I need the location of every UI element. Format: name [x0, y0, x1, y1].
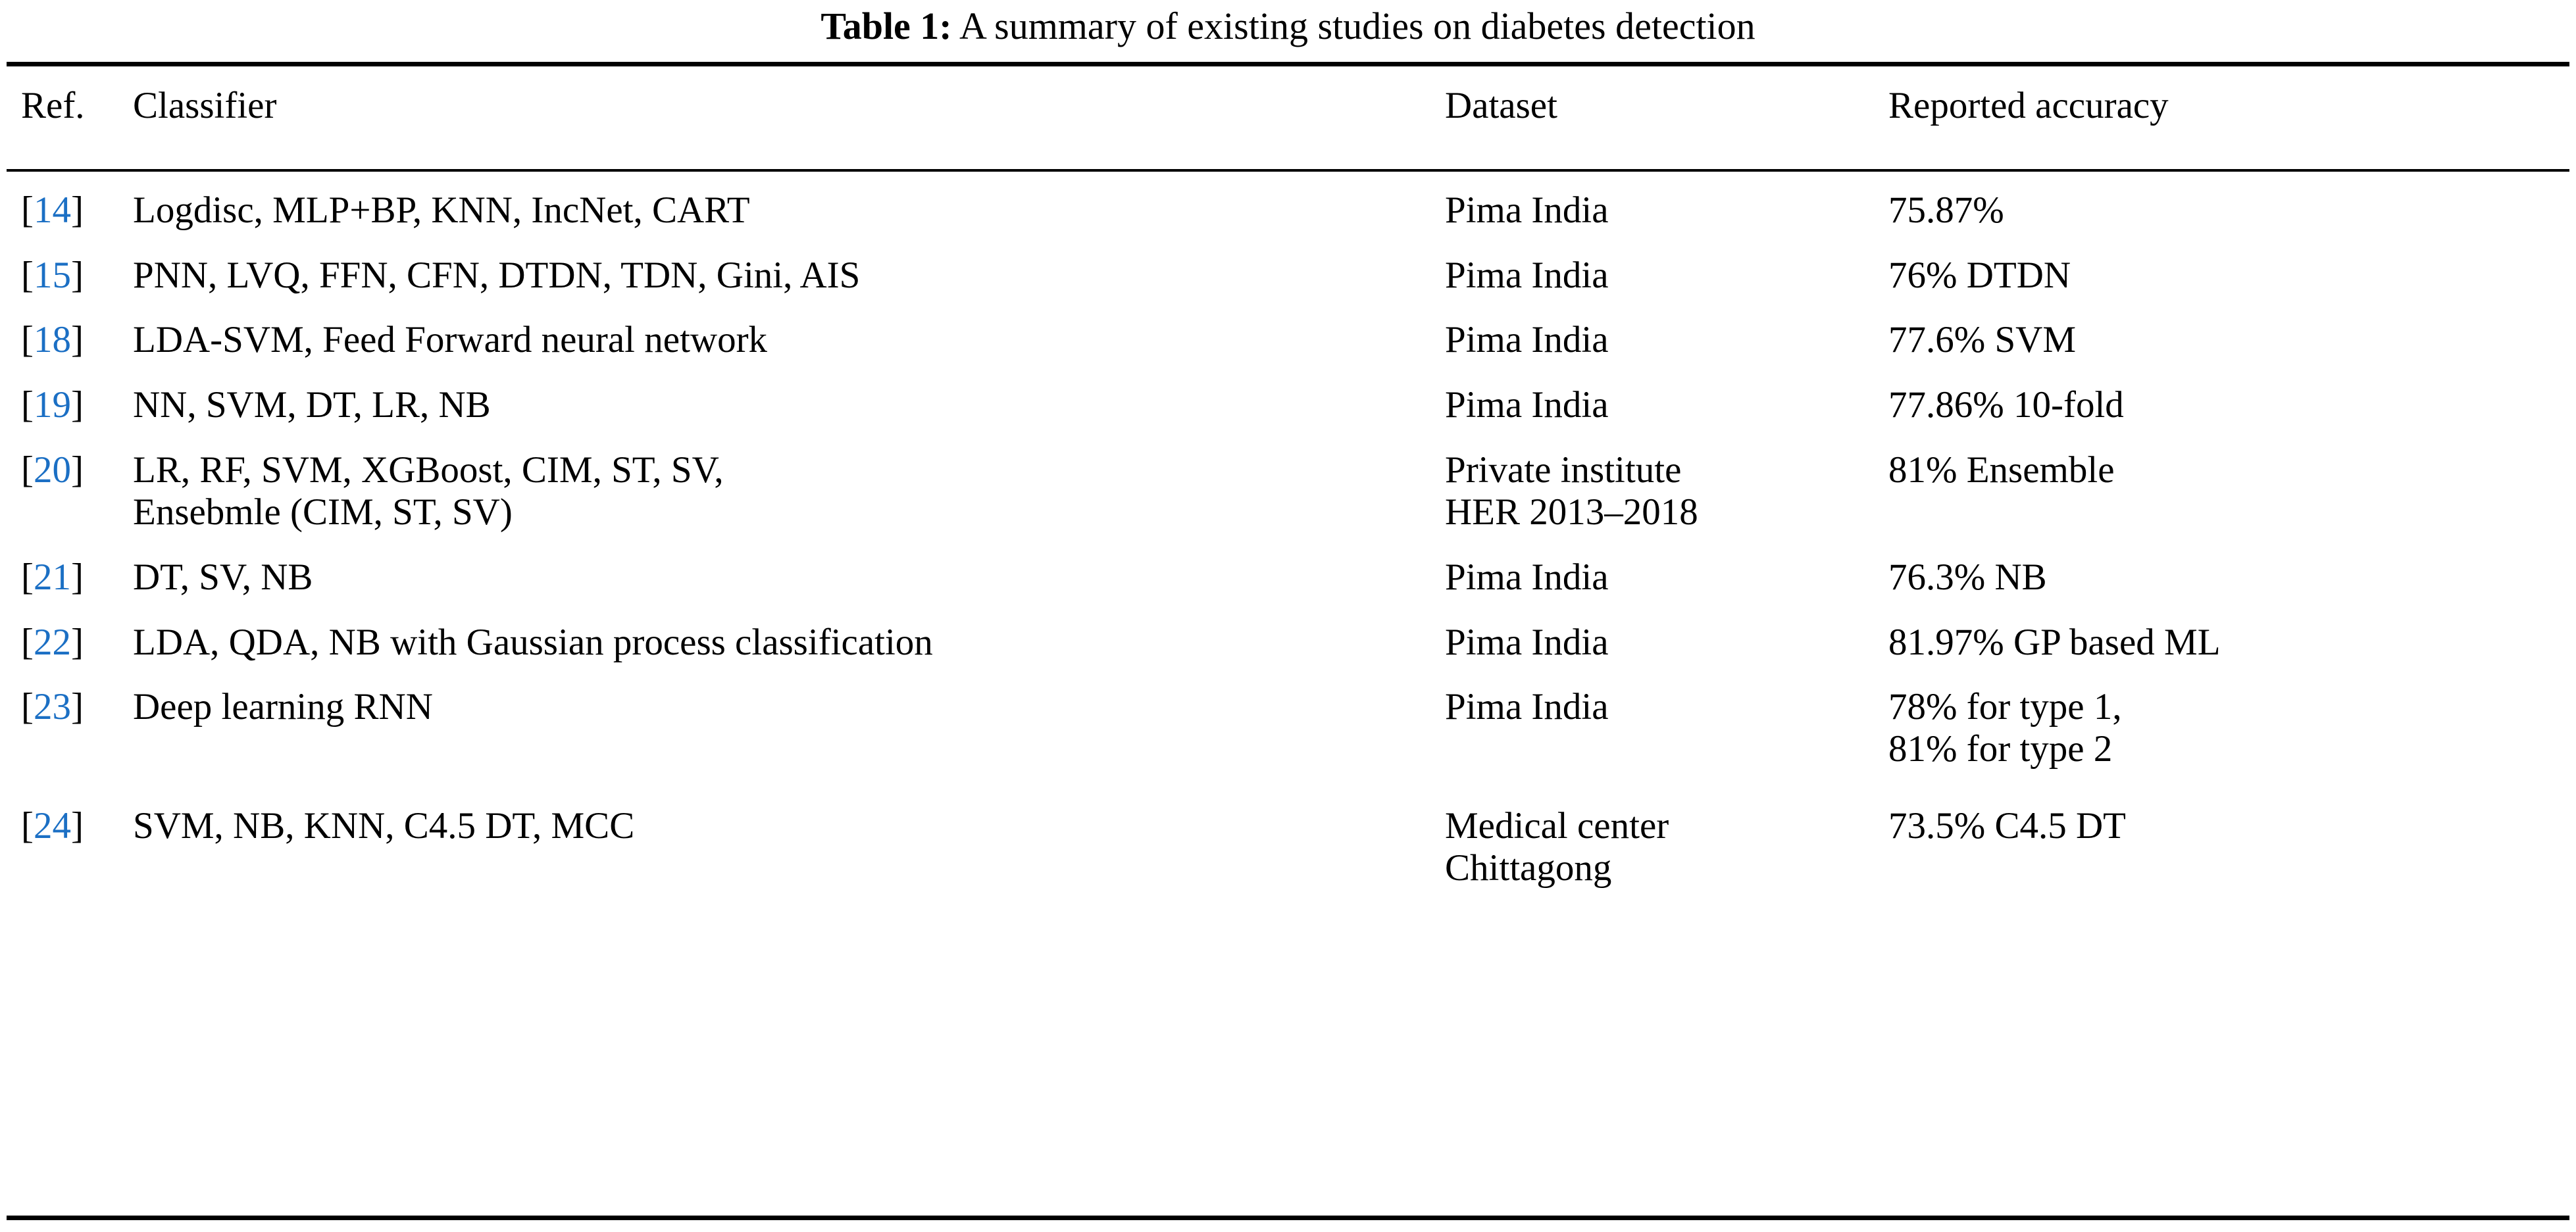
ref-bracket-open: [ — [21, 621, 34, 663]
ref-bracket-close: ] — [70, 556, 84, 598]
ref-link[interactable]: 22 — [33, 621, 71, 663]
ref-link[interactable]: 14 — [33, 189, 71, 231]
studies-table — [7, 66, 2569, 169]
row-classifier: LR, RF, SVM, XGBoost, CIM, ST, SV, Ensebmle (CIM, ST, SV) — [133, 449, 724, 533]
row-ref — [7, 604, 133, 669]
table-header — [7, 66, 2569, 169]
ref-bracket-open: [ — [21, 686, 34, 728]
table-row — [7, 366, 2569, 431]
ref-link[interactable]: 20 — [33, 449, 71, 491]
caption-label: Table 1: — [821, 5, 952, 47]
ref-bracket-open: [ — [21, 254, 34, 296]
table-caption — [7, 0, 2569, 62]
table-row — [7, 301, 2569, 366]
ref-bracket-close: ] — [70, 805, 84, 847]
table-row — [7, 668, 2569, 776]
table-row — [7, 172, 2569, 237]
row-ref — [7, 366, 133, 431]
caption-text: A summary of existing studies on diabetes detection — [959, 5, 1755, 47]
table-top-rule — [7, 62, 2569, 66]
header-row — [7, 66, 2569, 169]
row-classifier: Logdisc, MLP+BP, KNN, IncNet, CART — [133, 189, 750, 231]
header-accuracy: Reported accuracy — [1888, 84, 2169, 126]
row-ref — [7, 431, 133, 539]
row-accuracy: 81% Ensemble — [1888, 449, 2115, 491]
row-dataset: Pima India — [1445, 686, 1609, 728]
row-accuracy: 76.3% NB — [1888, 556, 2047, 598]
ref-bracket-open: [ — [21, 449, 34, 491]
ref-bracket-close: ] — [70, 686, 84, 728]
table-row — [7, 539, 2569, 604]
ref-link[interactable]: 21 — [33, 556, 71, 598]
ref-bracket-open: [ — [21, 319, 34, 361]
ref-link[interactable]: 15 — [33, 254, 71, 296]
ref-bracket-close: ] — [70, 384, 84, 426]
header-ref: Ref. — [21, 84, 85, 126]
studies-table-body — [7, 172, 2569, 895]
ref-link[interactable]: 19 — [33, 384, 71, 426]
row-accuracy: 78% for type 1, 81% for type 2 — [1888, 686, 2122, 770]
ref-bracket-close: ] — [70, 621, 84, 663]
ref-bracket-close: ] — [70, 319, 84, 361]
row-classifier: NN, SVM, DT, LR, NB — [133, 384, 491, 426]
table-row — [7, 604, 2569, 669]
row-classifier: LDA, QDA, NB with Gaussian process classification — [133, 621, 933, 663]
ref-link[interactable]: 18 — [33, 319, 71, 361]
ref-bracket-close: ] — [70, 449, 84, 491]
row-dataset: Pima India — [1445, 621, 1609, 663]
row-ref — [7, 237, 133, 302]
row-ref — [7, 301, 133, 366]
row-ref — [7, 172, 133, 237]
row-dataset: Pima India — [1445, 319, 1609, 361]
ref-bracket-open: [ — [21, 384, 34, 426]
row-dataset: Pima India — [1445, 556, 1609, 598]
row-dataset: Pima India — [1445, 189, 1609, 231]
row-accuracy: 75.87% — [1888, 189, 2004, 231]
header-classifier: Classifier — [133, 84, 277, 126]
row-accuracy: 77.86% 10-fold — [1888, 384, 2124, 426]
row-classifier: PNN, LVQ, FFN, CFN, DTDN, TDN, Gini, AIS — [133, 254, 861, 296]
table-row — [7, 431, 2569, 539]
row-dataset: Pima India — [1445, 384, 1609, 426]
row-ref — [7, 776, 133, 895]
row-dataset: Pima India — [1445, 254, 1609, 296]
row-accuracy: 76% DTDN — [1888, 254, 2071, 296]
row-accuracy: 81.97% GP based ML — [1888, 621, 2221, 663]
header-dataset: Dataset — [1445, 84, 1557, 126]
row-classifier: LDA-SVM, Feed Forward neural network — [133, 319, 768, 361]
ref-link[interactable]: 23 — [33, 686, 71, 728]
row-ref — [7, 668, 133, 776]
table-row — [7, 776, 2569, 895]
row-classifier: Deep learning RNN — [133, 686, 433, 728]
ref-link[interactable]: 24 — [33, 805, 71, 847]
ref-bracket-open: [ — [21, 189, 34, 231]
row-accuracy: 77.6% SVM — [1888, 319, 2077, 361]
row-ref — [7, 539, 133, 604]
row-dataset: Private institute HER 2013–2018 — [1445, 449, 1698, 533]
row-dataset: Medical center Chittagong — [1445, 805, 1669, 889]
ref-bracket-open: [ — [21, 556, 34, 598]
table-bottom-rule — [7, 1216, 2569, 1220]
ref-bracket-open: [ — [21, 805, 34, 847]
row-accuracy: 73.5% C4.5 DT — [1888, 805, 2126, 847]
table-row — [7, 237, 2569, 302]
ref-bracket-close: ] — [70, 254, 84, 296]
ref-bracket-close: ] — [70, 189, 84, 231]
row-classifier: DT, SV, NB — [133, 556, 313, 598]
row-classifier: SVM, NB, KNN, C4.5 DT, MCC — [133, 805, 635, 847]
